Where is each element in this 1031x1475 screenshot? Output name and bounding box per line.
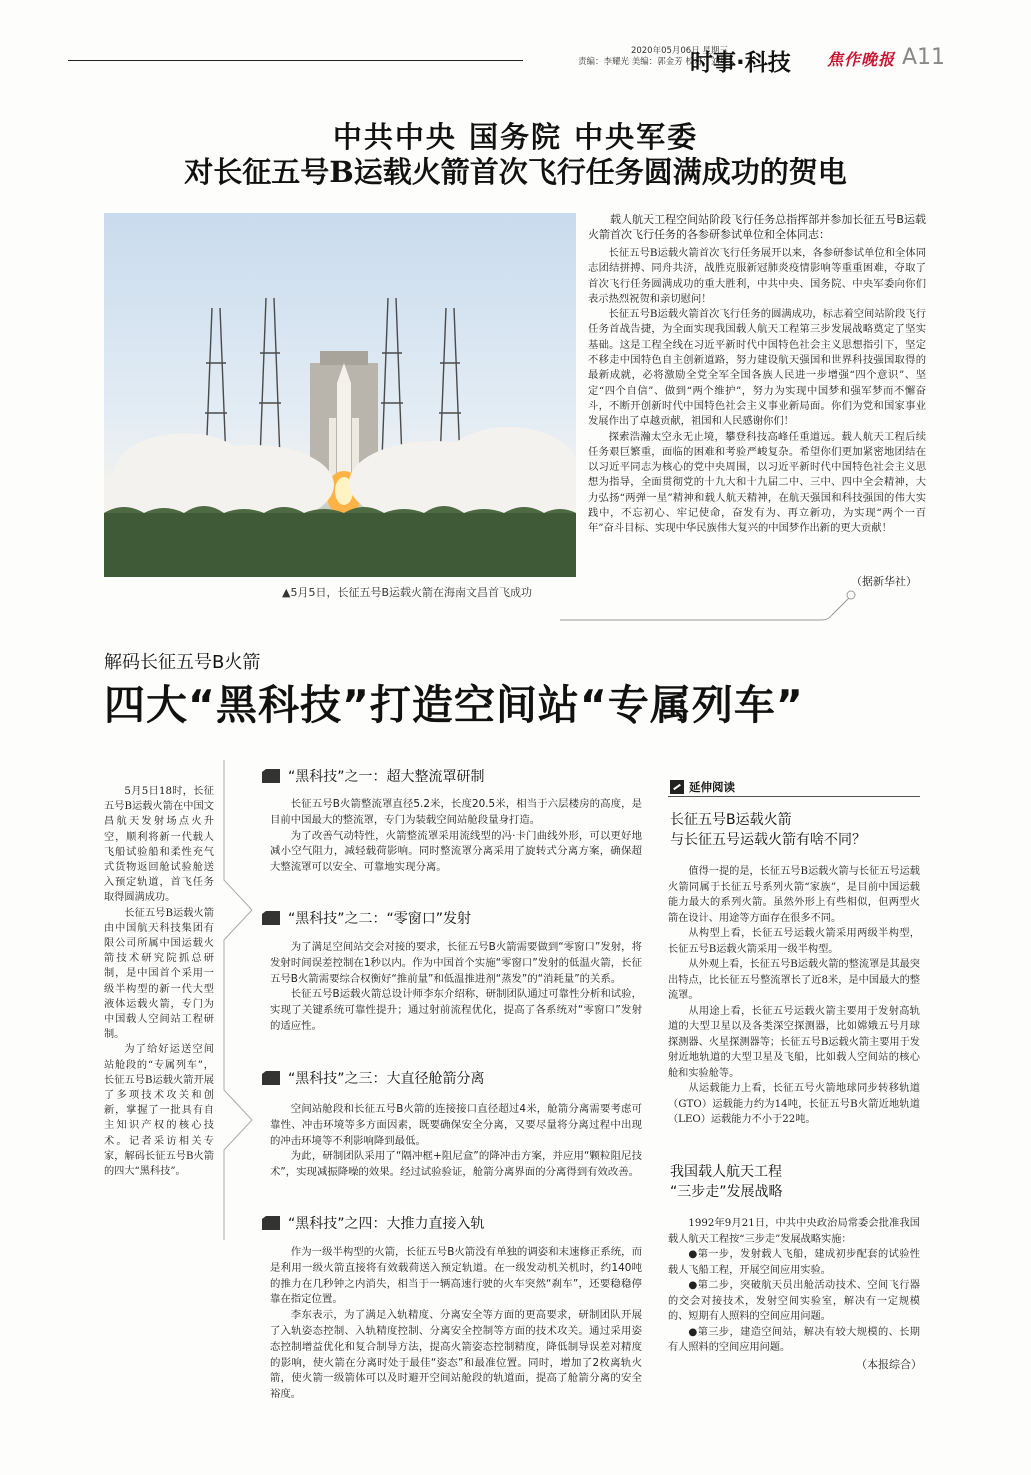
newspaper-logo: 焦作晚报 [827, 50, 896, 69]
section-2-heading [262, 908, 471, 928]
section-paragraph: 长征五号B运载火箭总设计师李东介绍称，研制团队通过可靠性分析和试验，实现了关键系统可靠性提升；通过射前流程优化，提高了各系统对“零窗口”发射的适应性。 [270, 988, 642, 1032]
section-1-heading [262, 766, 485, 786]
intro-paragraph: 5月5日18时，长征五号B运载火箭在中国文昌航天发射场点火升空，顺利将新一代载人飞船试验船和柔性充气式货物返回舱试验舱送入预定轨道，首飞任务取得圆满成功。 [104, 786, 214, 904]
rocket-launch-photo [104, 213, 576, 577]
section-bullet-icon [262, 1216, 280, 1230]
photo-caption: ▲5月5日，长征五号B运载火箭在海南文昌首飞成功 [282, 586, 533, 599]
section-bullet-icon [262, 911, 280, 925]
page-number: A11 [902, 45, 946, 70]
section-2-title: “黑科技”之二：“零窗口”发射 [288, 911, 472, 927]
congrats-body [588, 246, 926, 537]
section-3-title: “黑科技”之三：大直径舱箭分离 [288, 1071, 485, 1087]
congrats-paragraph: 长征五号B运载火箭首次飞行任务展开以来，各参研参试单位和全体同志团结拼搏、同舟共济，战胜克服新冠肺炎疫情影响等重重困难，夺取了首次飞行任务圆满成功的重大胜利，中共中央、国务院、中央军委向你们表示热烈祝贺和亲切慰问！ [588, 247, 926, 305]
section-paragraph: 空间站舱段和长征五号B火箭的连接接口直径超过4米，舱箭分离需要考虑可靠性、冲击环境等多方面因素，既要确保安全分离，又要尽量将分离过程中出现的冲击环境等不利影响降到最低。 [270, 1103, 642, 1147]
q1-title-line1: 长征五号B运载火箭 [670, 812, 792, 828]
congrats-paragraph: 长征五号B运载火箭首次飞行任务的圆满成功，标志着空间站阶段飞行任务首战告捷，为全面实现我国载人航天工程第三步发展战略奠定了坚实基础。这是工程全线在习近平新时代中国特色社会主义思想指引下，坚定不移走中国特色自主创新道路，努力建设航天强国和世界科技强国取得的最新成就，必将激励全党全军全国各族人民进一步增强“四个意识”、坚定“四个自信”、做到“两个维护”，努力为实现中国梦和强军梦而不懈奋斗，不断开创新时代中国特色社会主义事业新局面。你们为党和国家事业发展作出了卓越贡献，祖国和人民感谢你们！ [588, 308, 926, 428]
q2-paragraph: ●第二步，突破航天员出舱活动技术、空间飞行器的交会对接技术，发射空间实验室，解决有一定规模的、短期有人照料的空间应用问题。 [668, 1280, 920, 1322]
extended-rule [668, 796, 920, 797]
section-4-body [270, 1245, 642, 1403]
section-connector [218, 760, 268, 1240]
section-bullet-icon [262, 1071, 280, 1085]
q1-paragraph: 从构型上看，长征五号运载火箭采用两级半构型，长征五号B运载火箭采用一级半构型。 [668, 928, 920, 955]
section-paragraph: 为了满足空间站交会对接的要求，长征五号B火箭需要做到“零窗口”发射，将发射时间误差控制在1秒以内。作为中国首个实施“零窗口”发射的低温火箭，长征五号B火箭需要综合权衡好“推前量”和低温推进剂“蒸发”的“消耗量”的关系。 [270, 941, 642, 985]
congrats-title-line2: 对长征五号B运载火箭首次飞行任务圆满成功的贺电 [184, 155, 847, 189]
header-rule [68, 60, 523, 61]
section-2-body [270, 940, 642, 1035]
section-paragraph: 为了改善气动特性，火箭整流罩采用流线型的冯·卡门曲线外形，可以更好地减小空气阻力，减轻载荷影响。同时整流罩分离采用了旋转式分离方案，确保超大整流罩可以安全、可靠地实现分离。 [270, 829, 642, 874]
q2-paragraph: ●第三步，建造空间站，解决有较大规模的、长期有人照料的空间应用问题。 [668, 1326, 920, 1353]
q1-title-line2: 与长征五号运载火箭有啥不同？ [670, 832, 866, 848]
section-bullet-icon [262, 769, 280, 783]
q1-body [668, 864, 920, 1128]
q2-title-line2: “三步走”发展战略 [670, 1184, 783, 1200]
q1-title [670, 810, 866, 850]
congrats-source: （据新华社） [851, 575, 917, 588]
q2-paragraph: ●第一步，发射载人飞船，建成初步配套的试验性载人飞船工程，开展空间应用实验。 [668, 1249, 920, 1276]
extended-tag-label: 延伸阅读 [689, 780, 735, 794]
extended-source: （本报综合） [856, 1358, 922, 1371]
editors-credit: 责编：李耀光 美编：郭金芳 校对：刘星 [578, 57, 728, 67]
feature-kicker: 解码长征五号B火箭 [104, 652, 261, 673]
section-4-heading [262, 1213, 485, 1233]
divider-curve [560, 585, 860, 625]
q1-paragraph: 值得一提的是，长征五号B运载火箭与长征五号运载火箭同属于长征五号系列火箭“家族”，是目前中国运载能力最大的系列火箭。虽然外形上有些相似，但两型火箭在设计、用途等方面存在很多不同。 [668, 866, 920, 924]
rocket-launch-illustration [104, 213, 576, 577]
section-paragraph: 作为一级半构型的火箭，长征五号B火箭没有单独的调姿和末速修正系统，而是利用一级火箭直接将有效载荷送入预定轨道。在一级发动机关机时，约140吨的推力在几秒钟之内消失，相当于一辆高速行驶的火车突然“刹车”，还要稳稳停靠在指定位置。 [270, 1246, 642, 1306]
section-1-title: “黑科技”之一：超大整流罩研制 [288, 769, 485, 785]
q1-paragraph: 从运载能力上看，长征五号火箭地球同步转移轨道（GTO）运载能力约为14吨，长征五号B火箭近地轨道（LEO）运载能力不小于22吨。 [668, 1083, 920, 1125]
section-3-heading [262, 1068, 485, 1088]
congrats-paragraph: 探索浩瀚太空永无止境，攀登科技高峰任重道远。载人航天工程后续任务艰巨繁重，面临的困难和考验严峻复杂。希望你们更加紧密地团结在以习近平同志为核心的党中央周围，以习近平新时代中国特色社会主义思想为指导，全面贯彻党的十九大和十九届二中、三中、四中全会精神，大力弘扬“两弹一星”精神和载人航天精神，在航天强国和科技强国的伟大实践中，不忘初心、牢记使命，奋发有为、再立新功，为实现“两个一百年”奋斗目标、实现中华民族伟大复兴的中国梦作出新的更大贡献！ [588, 430, 926, 535]
extended-reading-tag [670, 779, 735, 795]
intro-paragraph: 长征五号B运载火箭由中国航天科技集团有限公司所属中国运载火箭技术研究院抓总研制，是中国首个采用一级半构型的新一代大型液体运载火箭，专门为中国载人空间站工程研制。 [104, 907, 214, 1041]
section-title: 时事·科技 [690, 50, 791, 76]
q2-body [668, 1216, 920, 1356]
q1-paragraph: 从用途上看，长征五号运载火箭主要用于发射高轨道的大型卫星以及各类深空探测器，比如嫦娥五号月球探测器、火星探测器等；长征五号B运载火箭主要用于发射近地轨道的大型卫星及飞船，比如载人空间站的核心舱和实验舱等。 [668, 1005, 920, 1079]
congrats-addressee: 载人航天工程空间站阶段飞行任务总指挥部并参加长征五号B运载火箭首次飞行任务的各参研参试单位和全体同志： [588, 213, 926, 241]
feature-headline: 四大“黑科技”打造空间站“专属列车” [104, 681, 804, 729]
section-paragraph: 长征五号B火箭整流罩直径5.2米，长度20.5米，相当于六层楼房的高度，是目前中国最大的整流罩，专门为装载空间站舱段量身打造。 [270, 798, 642, 826]
section-3-body [270, 1102, 642, 1181]
feature-intro [104, 784, 214, 1179]
issue-date: 2020年05月06日 星期三 [630, 46, 728, 56]
q2-paragraph: 1992年9月21日，中共中央政治局常委会批准我国载人航天工程按“三步走”发展战略实施： [668, 1218, 920, 1245]
section-4-title: “黑科技”之四：大推力直接入轨 [288, 1216, 485, 1232]
q2-title-line1: 我国载人航天工程 [670, 1164, 782, 1180]
section-1-body [270, 797, 642, 876]
section-paragraph: 李东表示，为了满足入轨精度、分离安全等方面的更高要求，研制团队开展了入轨姿态控制、入轨精度控制、分离安全控制等方面的技术攻关。通过采用姿态控制增益优化和复合制导方法，提高火箭姿态控制精度，降低制导误差对精度的影响，使火箭在分离时处于最佳“姿态”和最准位置。同时，增加了2枚离轨火箭，使火箭一级箭体可以及时避开空间站舱段的轨道面，提高了舱箭分离的安全裕度。 [270, 1309, 642, 1401]
arrow-icon [670, 780, 684, 794]
section-paragraph: 为此，研制团队采用了“隔冲框+阻尼盒”的降冲击方案，并应用“颗粒阻尼技术”，实现减振降噪的效果。经过试验验证，舱箭分离界面的分离得到有效改善。 [270, 1150, 642, 1179]
q1-paragraph: 从外观上看，长征五号B运载火箭的整流罩是其最突出特点，比长征五号整流罩长了近8米，是中国最大的整流罩。 [668, 959, 920, 1001]
congrats-title-line1: 中共中央 国务院 中央军委 [332, 120, 699, 154]
q2-title [670, 1162, 783, 1202]
intro-paragraph: 为了给好运送空间站舱段的“专属列车”，长征五号B运载火箭开展了多项技术攻关和创新，掌握了一批具有自主知识产权的核心技术。记者采访相关专家，解码长征五号B火箭的四大“黑科技”。 [104, 1044, 214, 1178]
